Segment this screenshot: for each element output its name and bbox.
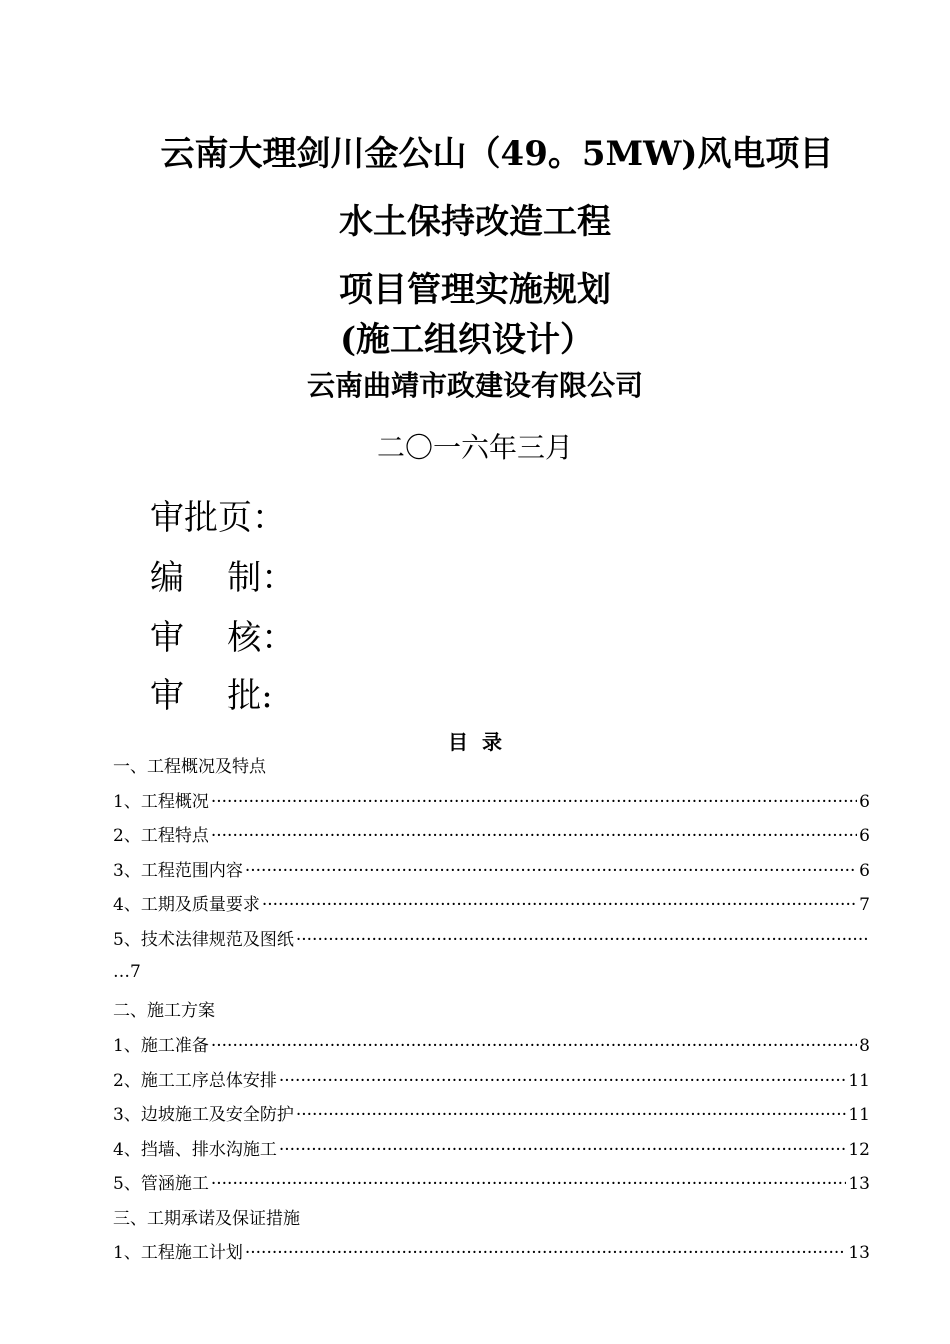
title-line-4: (施工组织设计）: [339, 320, 595, 360]
title-line-1: 云南大理剑川金公山（49。5MW)风电项目: [160, 134, 834, 174]
toc-leader: [211, 826, 857, 846]
toc-item[interactable]: [113, 1169, 870, 1194]
toc-item[interactable]: [113, 925, 870, 950]
title-line-2: 水土保持改造工程: [339, 202, 611, 242]
toc-item[interactable]: [113, 1031, 870, 1056]
toc-item[interactable]: [113, 890, 870, 915]
toc-item-page: 13: [848, 1174, 870, 1194]
toc-item-label: 1、工程概况: [113, 792, 209, 812]
toc-item[interactable]: [113, 856, 870, 881]
toc-item-page: 7: [859, 895, 870, 915]
toc-leader: [279, 1140, 847, 1160]
review-label: 审 核：: [150, 618, 296, 658]
toc-item-label: 1、施工准备: [113, 1036, 209, 1056]
toc-item-label: 3、边坡施工及安全防护: [113, 1105, 294, 1125]
toc-leader: [262, 895, 857, 915]
approve-label: 审 批:: [150, 676, 273, 716]
document-date: 二〇一六年三月: [376, 431, 573, 464]
toc-item-label: 2、工程特点: [113, 826, 209, 846]
toc-leader: [211, 1174, 847, 1194]
toc-section-3: 三、工期承诺及保证措施: [113, 1209, 300, 1229]
toc-item-page: 6: [859, 826, 870, 846]
toc-item[interactable]: [113, 787, 870, 812]
toc-leader: [245, 1243, 847, 1263]
toc-item-label: 5、技术法律规范及图纸: [113, 930, 294, 950]
toc-item-label: 1、工程施工计划: [113, 1243, 243, 1263]
toc-item-label: 4、挡墙、排水沟施工: [113, 1140, 277, 1160]
toc-title: 目 录: [448, 730, 502, 754]
toc-leader: [245, 861, 857, 881]
toc-item-page: 12: [848, 1140, 870, 1160]
toc-item[interactable]: [113, 821, 870, 846]
company-name: 云南曲靖市政建设有限公司: [306, 369, 643, 402]
toc-item-label: 2、施工工序总体安排: [113, 1071, 277, 1091]
toc-item-page-wrapped[interactable]: …7: [113, 962, 141, 982]
toc-item-page: 13: [848, 1243, 870, 1263]
compile-label: 编 制：: [150, 558, 296, 598]
toc-section-1: 一、工程概况及特点: [113, 757, 266, 777]
toc-item-page: 6: [859, 861, 870, 881]
toc-item[interactable]: [113, 1100, 870, 1125]
toc-item-label: 3、工程范围内容: [113, 861, 243, 881]
toc-item[interactable]: [113, 1135, 870, 1160]
toc-section-2: 二、施工方案: [113, 1001, 215, 1021]
toc-item[interactable]: [113, 1238, 870, 1263]
title-line-3: 项目管理实施规划: [339, 270, 611, 310]
toc-leader: [296, 930, 868, 950]
toc-item-label: 4、工期及质量要求: [113, 895, 260, 915]
toc-item[interactable]: [113, 1066, 870, 1091]
toc-leader: [296, 1105, 847, 1125]
toc-item-page: 8: [859, 1036, 870, 1056]
toc-leader: [211, 792, 857, 812]
toc-item-page: 6: [859, 792, 870, 812]
toc-item-page: 11: [848, 1071, 870, 1091]
approval-page-label: 审批页：: [150, 498, 286, 538]
toc-leader: [211, 1036, 857, 1056]
toc-item-page: 11: [848, 1105, 870, 1125]
toc-item-label: 5、管涵施工: [113, 1174, 209, 1194]
toc-leader: [279, 1071, 847, 1091]
